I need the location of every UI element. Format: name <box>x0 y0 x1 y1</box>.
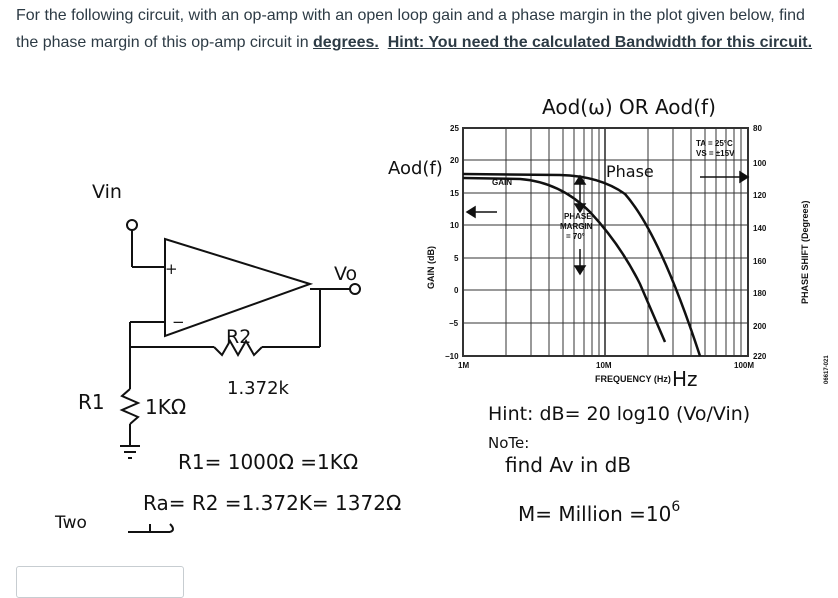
plot-top-title: Aod(ω) OR Aod(f) <box>542 95 716 119</box>
phase-curve-label: Phase <box>606 162 654 181</box>
vin-label: Vin <box>92 181 122 203</box>
x-tick: 10M <box>596 361 612 370</box>
op-amp-triangle <box>165 239 310 336</box>
phase-margin-line3: = 70° <box>566 232 585 241</box>
r1-resistor <box>122 389 138 424</box>
gain-axis-label: GAIN (dB) <box>426 246 436 289</box>
phase-curve <box>463 174 700 356</box>
two-note: Two <box>55 513 87 533</box>
vs-label: VS = ±15V <box>696 149 735 158</box>
find-av-note: find Av in dB <box>505 453 632 477</box>
phase-tick: 160 <box>753 257 767 266</box>
phase-tick: 140 <box>753 224 767 233</box>
phase-axis-label: PHASE SHIFT (Degrees) <box>800 200 810 304</box>
phase-tick: 220 <box>753 352 767 361</box>
million-exponent: 6 <box>671 499 681 515</box>
question-text <box>16 2 826 56</box>
inverting-minus: − <box>172 313 185 331</box>
gain-tick: 5 <box>454 254 459 263</box>
hz-note: Hz <box>672 367 698 391</box>
phase-tick: 180 <box>753 289 767 298</box>
hint-formula: Hint: dB= 20 log10 (Vo/Vin) <box>488 403 751 425</box>
gain-tick: 10 <box>450 221 459 230</box>
question-hint: Hint: You need the calculated Bandwidth for this circuit. <box>387 34 813 51</box>
r1-label: R1 <box>78 390 105 414</box>
plot-curves <box>463 174 700 356</box>
question-body: For the following circuit, with an op-amp with an open loop gain and a phase margin in the plot given below, find the phase margin of this op-amp circuit in <box>16 7 805 51</box>
plot-left-title: Aod(f) <box>388 158 443 179</box>
phase-tick: 100 <box>753 159 767 168</box>
gain-tick: 15 <box>450 189 459 198</box>
r2-label: R2 <box>226 326 252 348</box>
figure-code: 06617-021 <box>824 355 830 384</box>
circuit-and-plot-figure <box>0 84 838 554</box>
phase-tick: 80 <box>753 124 762 133</box>
phase-margin-marker <box>467 172 748 274</box>
r2-value: 1.372k <box>227 378 289 399</box>
gain-curve <box>463 178 665 342</box>
phase-margin-line2: MARGIN <box>560 222 593 231</box>
gain-tick: 20 <box>450 156 459 165</box>
noninverting-plus: + <box>165 260 178 278</box>
x-tick: 1M <box>458 361 470 370</box>
degrees-emphasis: degrees. <box>313 34 379 51</box>
gain-tick: −10 <box>445 352 459 361</box>
equation-r1: R1= 1000Ω =1KΩ <box>178 450 359 474</box>
gain-curve-label: GAIN <box>492 178 512 187</box>
million-text: M= Million =10 <box>518 502 672 526</box>
phase-tick: 120 <box>753 191 767 200</box>
r1-value: 1KΩ <box>145 395 187 419</box>
x-tick: 100M <box>734 361 755 370</box>
million-note <box>518 499 680 526</box>
vo-label: Vo <box>334 263 358 285</box>
answer-input[interactable] <box>16 566 184 598</box>
phase-margin-line1: PHASE <box>564 212 592 221</box>
x-axis-label: FREQUENCY (Hz) <box>595 374 671 384</box>
equation-r2: Ra= R2 =1.372K= 1372Ω <box>143 491 402 515</box>
gain-tick: 25 <box>450 124 459 133</box>
gain-tick: −5 <box>449 319 459 328</box>
op-amp-circuit <box>120 220 360 532</box>
gain-tick: 0 <box>454 286 459 295</box>
ta-label: TA = 25°C <box>696 139 733 148</box>
note-label: NoTe: <box>488 434 530 452</box>
phase-tick: 200 <box>753 322 767 331</box>
